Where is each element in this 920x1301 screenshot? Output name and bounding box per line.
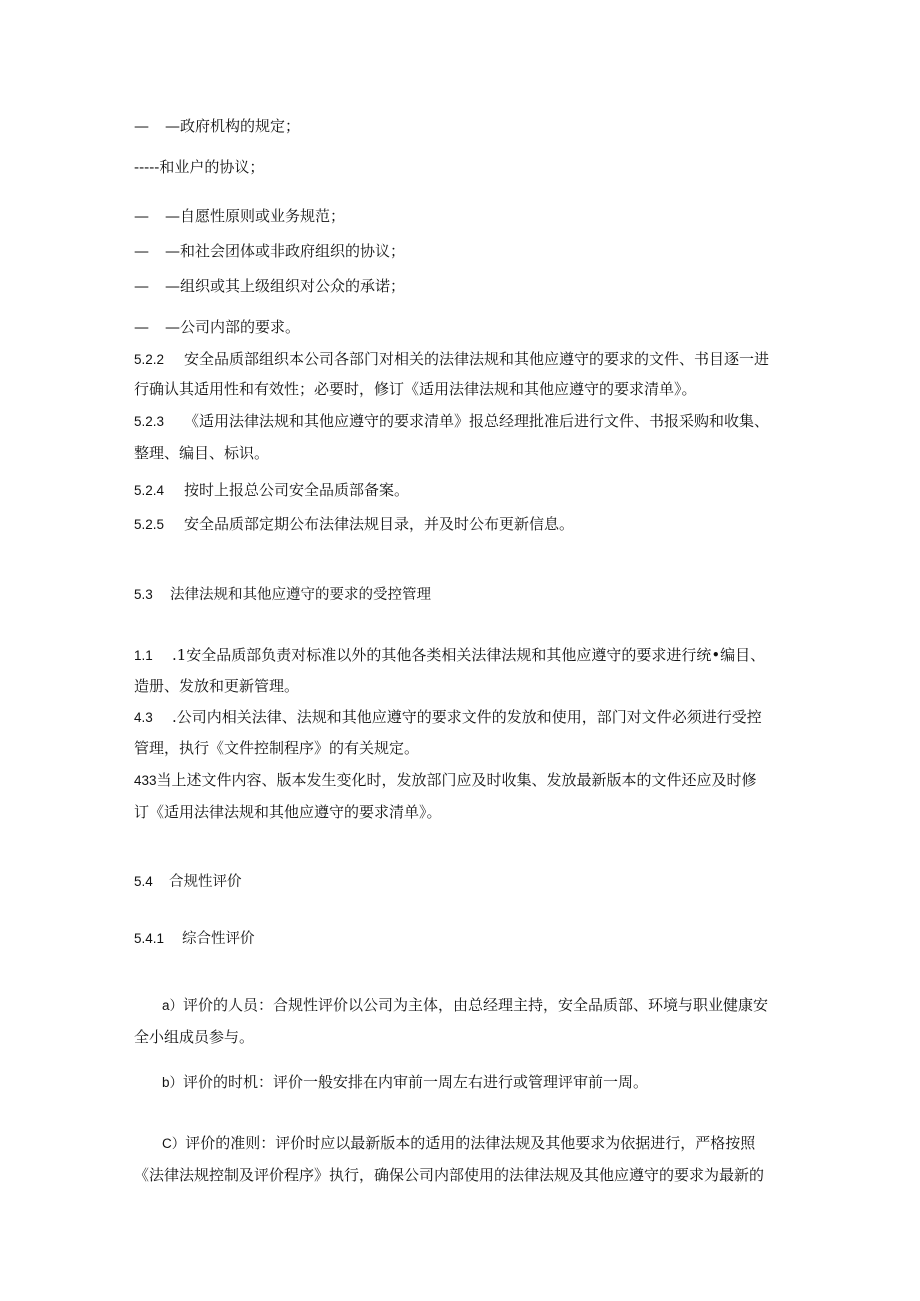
item-a-line1 [162,995,768,1016]
item-text: 评价的时机：评价一般安排在内审前一周左右进行或管理评审前一周。 [183,1073,649,1091]
list-item-voluntary [134,206,345,226]
list-item-social-groups [134,241,405,261]
section-text: 安全品质部组织本公司各部门对相关的法律法规和其他应遵守的要求的文件、书目逐一进 [184,350,770,368]
list-item-public-commitment [134,276,405,296]
section-5-2-3-line2 [134,443,269,463]
item-b [162,1072,648,1093]
item-label: b） [162,1075,184,1090]
section-text: 整理、编目、标识。 [134,444,270,462]
section-5-2-2-line1 [134,349,769,370]
list-dash: — [134,207,149,225]
list-item-text: -----和业户的协议； [134,158,265,176]
section-text: 行确认其适用性和有效性；必要时，修订《适用法律法规和其他应遵守的要求清单》。 [134,380,697,398]
item-4-3-line1 [134,707,762,728]
section-text: 安全品质部定期公布法律法规目录，并及时公布更新信息。 [184,515,575,533]
heading-5-4-1 [134,929,255,949]
section-text: 按时上报总公司安全品质部备案。 [184,481,410,499]
item-1-1-line2 [134,676,299,696]
list-item-internal [134,317,300,337]
section-5-2-2-line2 [134,379,697,399]
item-text: 造册、发放和更新管理。 [134,677,300,695]
item-number: 1.1 [134,648,153,663]
heading-number: 5.4 [134,874,153,889]
list-item-text: —政府机构的规定； [165,117,301,135]
list-item-owner-agreement [134,157,264,177]
list-item-text: —自愿性原则或业务规范； [165,207,346,225]
list-dash: — [134,242,149,260]
item-c-line1 [162,1133,755,1154]
item-text: 订《适用法律法规和其他应遵守的要求清单》。 [134,803,442,821]
item-number: 4.3 [134,710,153,725]
section-number: 5.2.4 [134,483,165,498]
item-433-line1 [134,770,757,791]
item-text: 评价的准则：评价时应以最新版本的适用的法律法规及其他要求为依据进行，严格按照 [185,1134,756,1152]
item-text: 全小组成员参与。 [134,1028,255,1046]
item-433-line2 [134,802,442,822]
section-5-2-4 [134,480,409,501]
heading-5-4 [134,872,242,892]
item-text: 管理，执行《文件控制程序》的有关规定。 [134,739,420,757]
heading-5-3 [134,585,431,605]
section-number: 5.2.3 [134,414,165,429]
section-number: 5.2.5 [134,517,165,532]
item-text: 评价的人员：合规性评价以公司为主体，由总经理主持，安全品质部、环境与职业健康安 [183,996,769,1014]
list-dash: — [134,277,149,295]
item-text: .1安全品质部负责对标准以外的其他各类相关法律法规和其他应遵守的要求进行统•编目、 [172,646,766,664]
item-text: 《法律法规控制及评价程序》执行，确保公司内部使用的法律法规及其他应遵守的要求为最新的 [134,1166,765,1184]
item-text: .公司内相关法律、法规和其他应遵守的要求文件的发放和使用，部门对文件必须进行受控 [172,708,762,726]
section-text: 《适用法律法规和其他应遵守的要求清单》报总经理批准后进行文件、书报采购和收集、 [184,412,770,430]
item-a-line2 [134,1027,254,1047]
list-dash: — [134,318,149,336]
section-5-2-5 [134,514,574,535]
item-4-3-line2 [134,738,419,758]
heading-title: 合规性评价 [169,874,242,890]
list-item-text: —组织或其上级组织对公众的承诺； [165,277,406,295]
section-number: 5.2.2 [134,352,165,367]
heading-title: 法律法规和其他应遵守的要求的受控管理 [170,587,431,603]
list-item-government [134,116,300,136]
item-1-1-line1 [134,645,765,666]
heading-number: 5.3 [134,587,153,602]
section-5-2-3-line1 [134,411,769,432]
item-c-line2 [134,1165,764,1185]
heading-number: 5.4.1 [134,931,165,946]
list-item-text: —公司内部的要求。 [165,318,301,336]
item-number: 433 [134,773,157,788]
item-label: C） [162,1136,186,1151]
item-text: 当上述文件内容、版本发生变化时，发放部门应及时收集、发放最新版本的文件还应及时修 [156,771,757,789]
heading-title: 综合性评价 [182,931,255,947]
list-dash: — [134,117,149,135]
item-label: a） [162,998,184,1013]
list-item-text: —和社会团体或非政府组织的协议； [165,242,406,260]
